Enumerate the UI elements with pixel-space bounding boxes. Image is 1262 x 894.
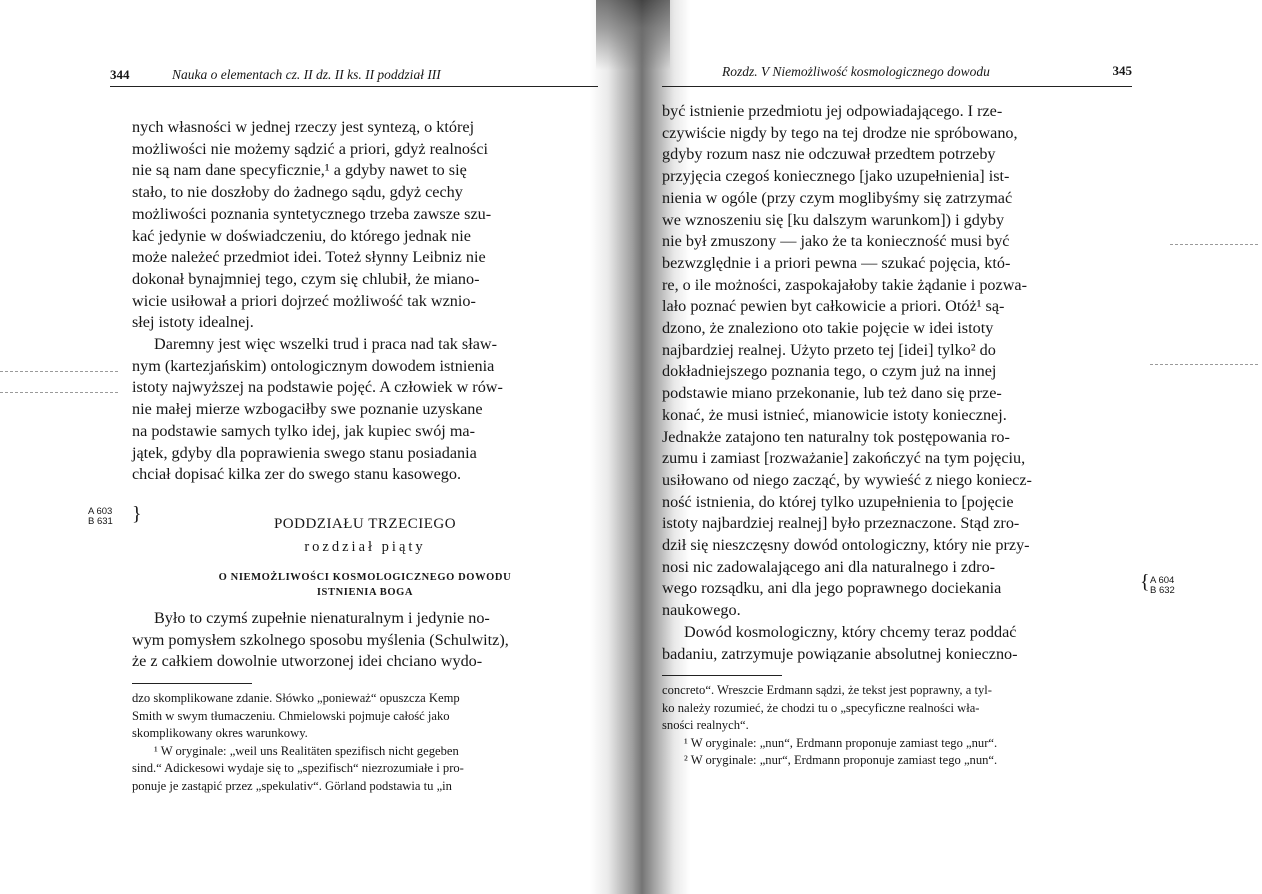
section-head-line-1: O NIEMOŻLIWOŚCI KOSMOLOGICZNEGO DOWODU bbox=[218, 571, 512, 583]
text-line: czywiście nigdy by tego na tej drodze nie spróbowano, bbox=[662, 123, 1018, 142]
text-line: Jednakże zatajono ten naturalny tok postępowania ro- bbox=[662, 427, 1010, 446]
text-line: przyjęcia czegoś koniecznego [jako uzupełnienia] ist- bbox=[662, 167, 1010, 186]
text-line: dził się nieszczęsny dowód ontologiczny, który nie przy- bbox=[662, 536, 1030, 555]
text-line: na podstawie samych tylko idej, jak kupiec swój ma- bbox=[132, 421, 476, 440]
section-subtitle: rozdział piąty bbox=[304, 538, 426, 555]
section-head-line-2: ISTNIENIA BOGA bbox=[316, 586, 414, 598]
text-line: dzono, że znaleziono oto takie pojęcie w idei istoty bbox=[662, 319, 994, 338]
right-page bbox=[662, 60, 1132, 770]
footnote-rule bbox=[132, 683, 252, 684]
text-line: podstawie miano przekonanie, lub też dano się prze- bbox=[662, 384, 1002, 403]
text-line: nych własności w jednej rzeczy jest syntezą, o której bbox=[132, 118, 475, 136]
text-line: możliwości poznania syntetycznego trzeba zawsze szu- bbox=[132, 204, 492, 223]
text-line: stało, to nie doszłoby do żadnego sądu, gdyż cechy bbox=[132, 183, 463, 202]
left-page bbox=[110, 60, 598, 795]
footnote-line: skomplikowany okres warunkowy. bbox=[132, 726, 308, 741]
text-line: najbardziej realnej. Użyto przeto tej [idei] tylko² do bbox=[662, 340, 996, 359]
margin-ref-b: B 631 bbox=[88, 516, 113, 527]
text-line: gdyby rozum nasz nie odczuwał przedtem potrzeby bbox=[662, 145, 996, 164]
text-line: nie są nam dane specyficznie,¹ a gdyby nawet to się bbox=[132, 161, 467, 180]
text-line: we wznoszeniu się [ku dalszym warunkom]) i gdyby bbox=[662, 210, 1005, 229]
footnote-line: sind.“ Adickesowi wydaje się to „spezifisch“ niezrozumiałe i pro- bbox=[132, 761, 464, 776]
left-page-header bbox=[110, 60, 598, 87]
left-body-continued bbox=[110, 608, 598, 673]
left-margin-brace: } bbox=[132, 503, 142, 525]
text-line: wicie usiłował a priori dojrzeć możliwość tak wznio- bbox=[132, 291, 476, 310]
text-line: nym (kartezjańskim) ontologicznym dowodem istnienia bbox=[132, 356, 495, 375]
text-line: dokonał bynajmniej tego, czym się chlubił, że miano- bbox=[132, 269, 480, 288]
footnote-line: Smith w swym tłumaczeniu. Chmielowski pojmuje całość jako bbox=[132, 708, 450, 723]
margin-ref-a: A 603 bbox=[88, 506, 113, 517]
text-line: re, o ile możności, zaspokajałoby takie żądanie i pozwa- bbox=[662, 275, 1027, 294]
right-footnotes bbox=[662, 682, 1132, 770]
text-line: słej istoty idealnej. bbox=[132, 313, 254, 332]
scan-artifact-left bbox=[0, 371, 118, 372]
left-margin-reference bbox=[88, 507, 113, 527]
right-page-number: 345 bbox=[1112, 63, 1132, 78]
left-footnotes bbox=[110, 690, 598, 795]
section-title: PODDZIAŁU TRZECIEGO bbox=[273, 515, 457, 532]
text-line: konać, że musi istnieć, mianowicie istoty koniecznej. bbox=[662, 405, 1007, 424]
footnote-line: ¹ W oryginale: „nun“, Erdmann proponuje zamiast tego „nur“. bbox=[684, 735, 998, 750]
right-margin-reference bbox=[1150, 576, 1175, 596]
left-page-number: 344 bbox=[110, 67, 130, 82]
text-line: nie małej mierze wzbogaciłby swe poznanie uzyskane bbox=[132, 400, 483, 419]
text-line: badaniu, zatrzymuje powiązanie absolutnej konieczno- bbox=[662, 644, 1018, 663]
text-line: kać jedynie w doświadczeniu, do którego jednak nie bbox=[132, 226, 471, 245]
text-line: usiłowano od niego zacząć, by wywieść z niego koniecz- bbox=[662, 470, 1032, 489]
right-margin-brace: { bbox=[1140, 571, 1150, 593]
text-line: Było to czymś zupełnie nienaturalnym i jedynie no- bbox=[154, 608, 490, 627]
text-line: jątek, gdyby dla poprawienia swego stanu posiadania bbox=[132, 443, 477, 462]
text-line: nie był zmuszony — jako że ta konieczność musi być bbox=[662, 232, 1010, 251]
text-line: być istnienie przedmiotu jej odpowiadającego. I rze- bbox=[662, 102, 1003, 120]
margin-ref-a: A 604 bbox=[1150, 575, 1175, 586]
left-body bbox=[110, 117, 598, 486]
text-line: wego rozsądku, ani dla jego poprawnego dociekania bbox=[662, 579, 1002, 598]
scan-artifact-right bbox=[1150, 364, 1258, 365]
text-line: bezwzględnie i a priori pewna — szukać pojęcia, któ- bbox=[662, 253, 1011, 272]
footnote-line: ponuje je zastąpić przez „spekulativ“. Görland podstawia tu „in bbox=[132, 778, 452, 793]
margin-ref-b: B 632 bbox=[1150, 585, 1175, 596]
text-line: istoty najwyższej na podstawie pojęć. A człowiek w rów- bbox=[132, 378, 503, 397]
footnote-line: ¹ W oryginale: „weil uns Realitäten spezifisch nicht gegeben bbox=[154, 743, 459, 758]
footnote-line: concreto“. Wreszcie Erdmann sądzi, że tekst jest poprawny, a tyl- bbox=[662, 683, 992, 698]
right-running-head: Rozdz. V Niemożliwość kosmologicznego dowodu bbox=[722, 64, 990, 79]
left-running-head: Nauka o elementach cz. II dz. II ks. II poddział III bbox=[172, 67, 441, 82]
text-line: nienia w ogóle (przy czym moglibyśmy się zatrzymać bbox=[662, 188, 1013, 207]
text-line: nosi nic zadowalającego ani dla naturalnego i zdro- bbox=[662, 557, 996, 576]
text-line: Daremny jest więc wszelki trud i praca nad tak sław- bbox=[154, 335, 497, 354]
text-line: wym pomysłem szkolnego sposobu myślenia (Schulwitz), bbox=[132, 630, 509, 649]
footnote-line: ² W oryginale: „nur“, Erdmann proponuje zamiast tego „nun“. bbox=[684, 753, 998, 768]
text-line: może należeć przedmiot idei. Toteż słynny Leibniz nie bbox=[132, 248, 486, 267]
text-line: chciał dopisać kilka zer do swego stanu kasowego. bbox=[132, 465, 462, 484]
text-line: istoty najbardziej realnej] było przeznaczone. Stąd zro- bbox=[662, 514, 1020, 533]
section-heading bbox=[132, 516, 598, 600]
text-line: zumu i zamiast [rozważanie] zakończyć na tym pojęciu, bbox=[662, 449, 1026, 468]
text-line: naukowego. bbox=[662, 601, 741, 620]
book-gutter-top-shadow bbox=[596, 0, 670, 70]
footnote-rule bbox=[662, 675, 782, 676]
text-line: możliwości nie możemy sądzić a priori, gdyż realności bbox=[132, 139, 489, 158]
text-line: że z całkiem dowolnie utworzonej idei chciano wydo- bbox=[132, 652, 483, 671]
scan-artifact-left-2 bbox=[0, 392, 118, 393]
scan-artifact-right-2 bbox=[1170, 244, 1258, 245]
right-page-header bbox=[662, 60, 1132, 87]
text-line: lało poznać pewien byt całkowicie a priori. Otóż¹ są- bbox=[662, 297, 1005, 316]
text-line: Dowód kosmologiczny, który chcemy teraz poddać bbox=[684, 622, 1017, 641]
footnote-line: ko należy rozumieć, że chodzi tu o „specyficzne realności wła- bbox=[662, 700, 980, 715]
footnote-line: dzo skomplikowane zdanie. Słówko „ponieważ“ opuszcza Kemp bbox=[132, 691, 460, 706]
right-body bbox=[662, 101, 1132, 665]
text-line: dokładniejszego poznania tego, o czym już na innej bbox=[662, 362, 997, 381]
text-line: ność istnienia, do której tylko uzupełnienia to [pojęcie bbox=[662, 492, 1014, 511]
footnote-line: sności realnych“. bbox=[662, 718, 749, 733]
